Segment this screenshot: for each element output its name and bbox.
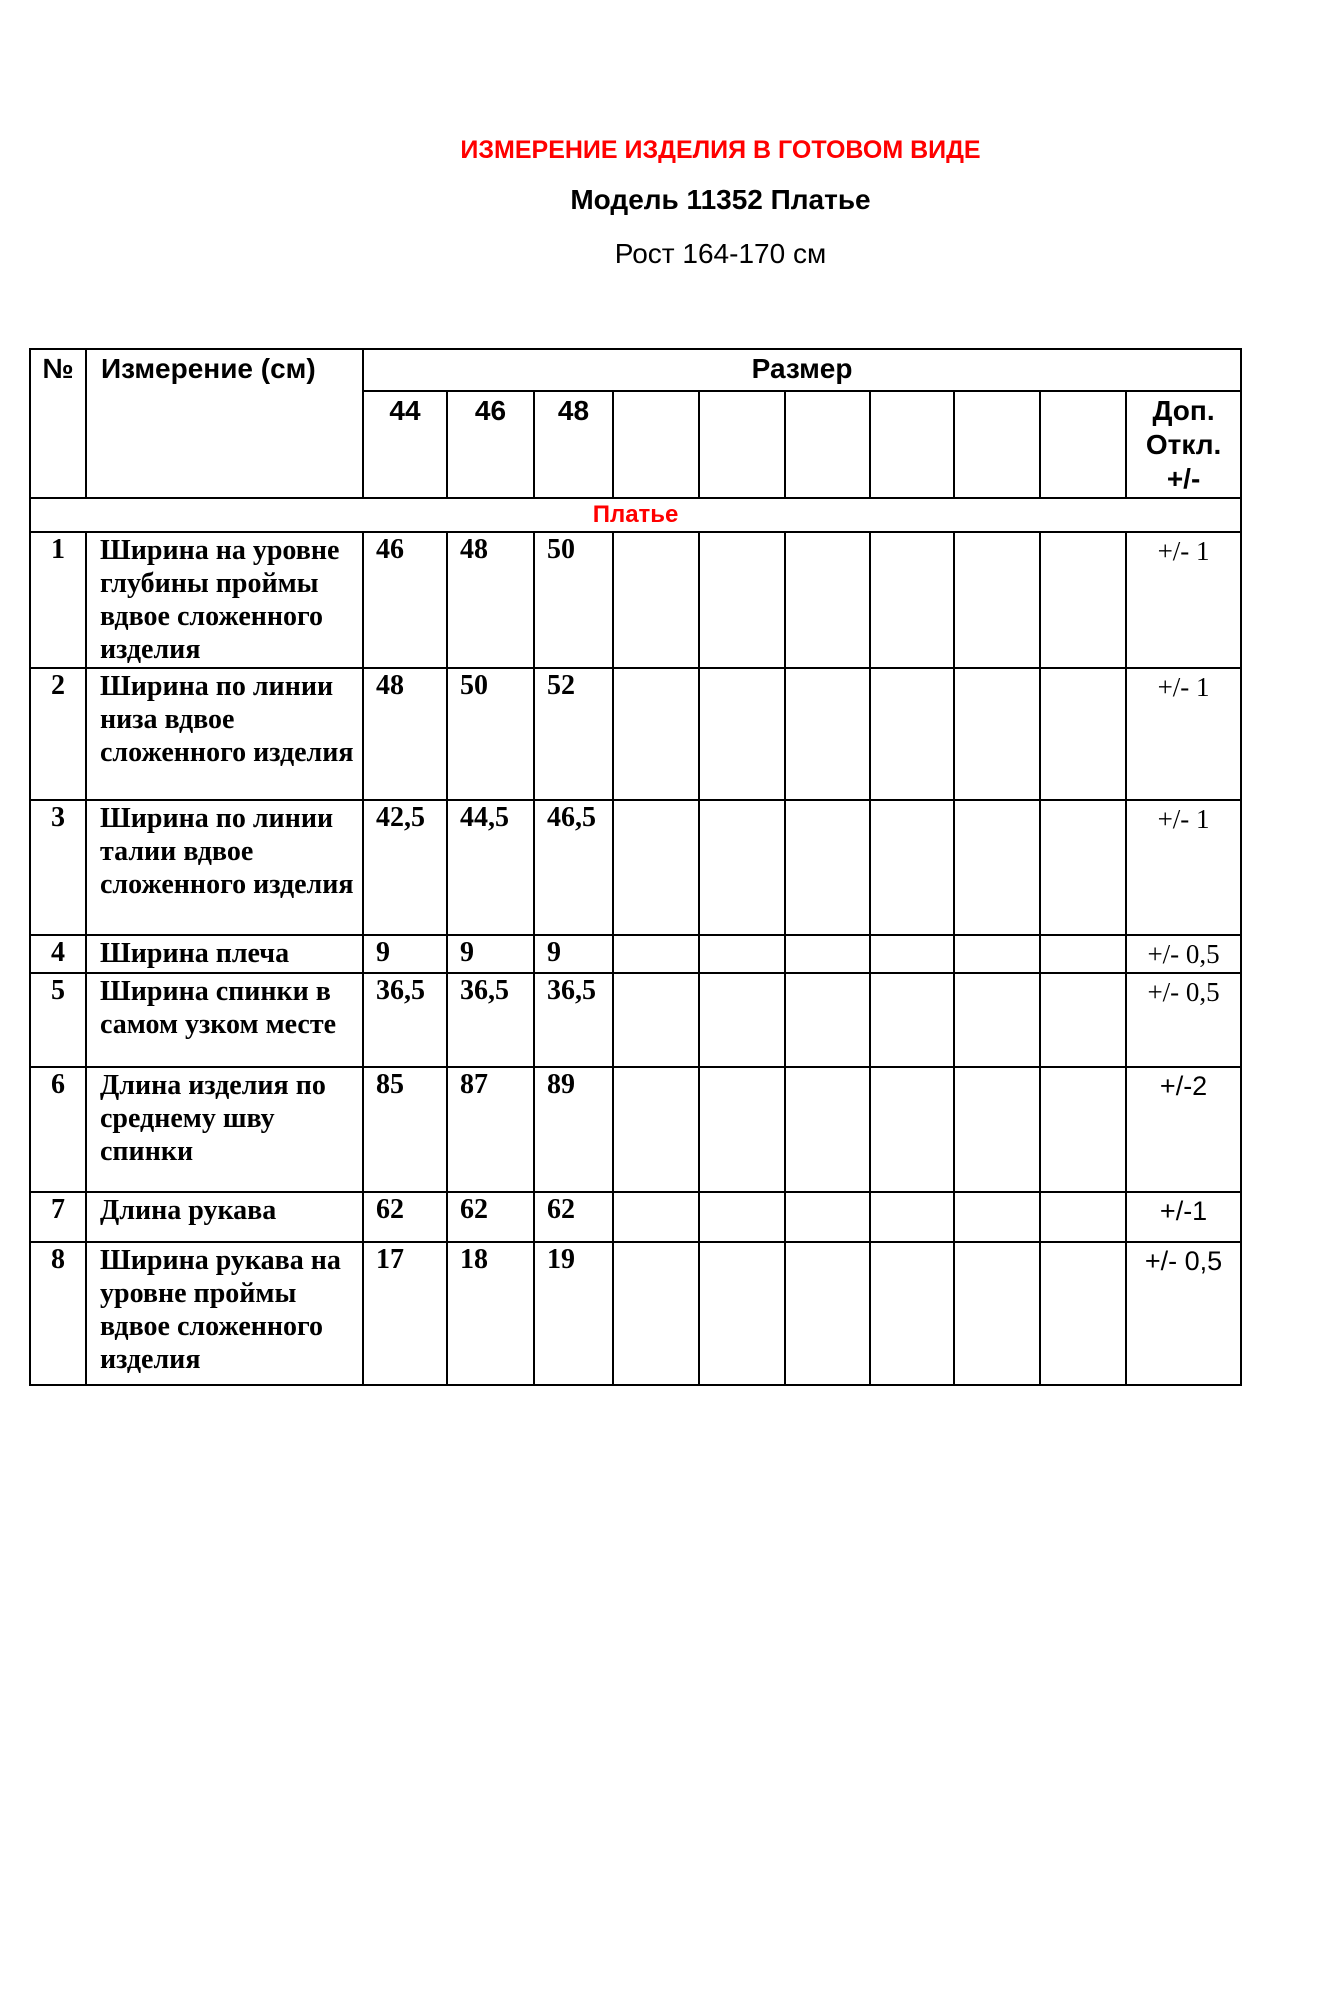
table-row <box>30 668 1241 800</box>
size-value-cell: 36,5 <box>534 973 613 1067</box>
size-value-cell <box>1040 800 1126 935</box>
size-col-header: 44 <box>363 391 447 498</box>
size-value-cell <box>699 668 785 800</box>
table-row <box>30 1242 1241 1385</box>
size-value-cell <box>1040 668 1126 800</box>
size-value-cell <box>785 973 870 1067</box>
size-value-cell <box>1040 935 1126 973</box>
size-value-cell <box>613 973 699 1067</box>
tolerance-header-line: Доп. <box>1152 395 1215 426</box>
page-title: ИЗМЕРЕНИЕ ИЗДЕЛИЯ В ГОТОВОМ ВИДЕ <box>460 136 981 164</box>
row-num-cell: 5 <box>30 973 86 1067</box>
size-value-cell <box>870 1192 954 1242</box>
size-value-cell: 19 <box>534 1242 613 1385</box>
size-value-cell: 46,5 <box>534 800 613 935</box>
row-num-cell: 8 <box>30 1242 86 1385</box>
table-row <box>30 1192 1241 1242</box>
size-value-cell: 87 <box>447 1067 534 1192</box>
measurement-name-cell: Ширина спинки в самом узком месте <box>86 973 363 1067</box>
col-num-header: № <box>30 349 86 498</box>
section-label: Платье <box>30 498 1241 532</box>
size-value-cell: 89 <box>534 1067 613 1192</box>
size-value-cell <box>870 1067 954 1192</box>
table-row <box>30 532 1241 668</box>
size-value-cell: 36,5 <box>447 973 534 1067</box>
size-value-cell <box>954 532 1040 668</box>
size-value-cell <box>699 1067 785 1192</box>
size-col-header <box>1040 391 1126 498</box>
size-value-cell: 48 <box>447 532 534 668</box>
measurements-table <box>29 348 1242 1386</box>
size-col-header <box>870 391 954 498</box>
size-col-header <box>954 391 1040 498</box>
table-row <box>30 800 1241 935</box>
size-col-header: 48 <box>534 391 613 498</box>
size-value-cell: 17 <box>363 1242 447 1385</box>
size-value-cell <box>699 800 785 935</box>
tolerance-cell: +/- 0,5 <box>1126 935 1241 973</box>
size-col-header <box>699 391 785 498</box>
size-value-cell: 62 <box>363 1192 447 1242</box>
size-value-cell <box>785 1067 870 1192</box>
size-value-cell <box>954 1192 1040 1242</box>
size-col-header: 46 <box>447 391 534 498</box>
table-row <box>30 973 1241 1067</box>
size-value-cell: 44,5 <box>447 800 534 935</box>
height-note: Рост 164-170 см <box>614 238 827 269</box>
size-value-cell <box>954 935 1040 973</box>
tolerance-cell: +/-2 <box>1126 1067 1241 1192</box>
size-col-header <box>785 391 870 498</box>
measurement-name-cell: Длина изделия по среднему шву спинки <box>86 1067 363 1192</box>
size-value-cell: 52 <box>534 668 613 800</box>
size-value-cell <box>1040 1192 1126 1242</box>
size-value-cell: 50 <box>447 668 534 800</box>
size-value-cell <box>870 935 954 973</box>
size-value-cell <box>954 973 1040 1067</box>
size-value-cell: 46 <box>363 532 447 668</box>
size-value-cell <box>785 800 870 935</box>
size-value-cell <box>870 532 954 668</box>
row-num-cell: 2 <box>30 668 86 800</box>
size-value-cell: 9 <box>447 935 534 973</box>
measurement-name-cell: Длина рукава <box>86 1192 363 1242</box>
size-value-cell <box>1040 973 1126 1067</box>
size-value-cell <box>954 800 1040 935</box>
size-value-cell <box>699 1242 785 1385</box>
measurement-name-cell: Ширина на уровне глубины проймы вдвое сложенного изделия <box>86 532 363 668</box>
size-value-cell <box>613 1242 699 1385</box>
size-value-cell: 85 <box>363 1067 447 1192</box>
tolerance-cell: +/- 1 <box>1126 668 1241 800</box>
size-value-cell <box>699 935 785 973</box>
section-row <box>30 498 1241 532</box>
measurement-name-cell: Ширина по линии низа вдвое сложенного изделия <box>86 668 363 800</box>
size-value-cell: 62 <box>534 1192 613 1242</box>
model-subtitle: Модель 11352 Платье <box>570 184 871 215</box>
size-value-cell <box>954 668 1040 800</box>
size-value-cell <box>613 532 699 668</box>
size-value-cell: 9 <box>534 935 613 973</box>
row-num-cell: 7 <box>30 1192 86 1242</box>
size-value-cell: 18 <box>447 1242 534 1385</box>
size-value-cell <box>1040 1067 1126 1192</box>
tolerance-header-line: +/- <box>1166 463 1201 494</box>
row-num-cell: 6 <box>30 1067 86 1192</box>
size-value-cell <box>954 1242 1040 1385</box>
table-row <box>30 935 1241 973</box>
size-value-cell: 42,5 <box>363 800 447 935</box>
size-value-cell <box>699 1192 785 1242</box>
size-value-cell <box>613 935 699 973</box>
tolerance-header <box>1126 391 1241 498</box>
size-value-cell <box>785 668 870 800</box>
row-num-cell: 4 <box>30 935 86 973</box>
size-value-cell <box>870 800 954 935</box>
size-value-cell <box>613 1192 699 1242</box>
tolerance-cell: +/- 0,5 <box>1126 973 1241 1067</box>
size-value-cell <box>613 1067 699 1192</box>
header-row-top <box>30 349 1241 391</box>
measurement-name-cell: Ширина по линии талии вдвое сложенного изделия <box>86 800 363 935</box>
measurement-name-cell: Ширина плеча <box>86 935 363 973</box>
size-value-cell: 48 <box>363 668 447 800</box>
row-num-cell: 1 <box>30 532 86 668</box>
size-col-header <box>613 391 699 498</box>
tolerance-cell: +/- 0,5 <box>1126 1242 1241 1385</box>
size-group-header: Размер <box>363 349 1241 391</box>
size-value-cell: 62 <box>447 1192 534 1242</box>
tolerance-cell: +/- 1 <box>1126 800 1241 935</box>
size-value-cell <box>613 668 699 800</box>
table-row <box>30 1067 1241 1192</box>
size-value-cell: 36,5 <box>363 973 447 1067</box>
size-value-cell <box>699 973 785 1067</box>
size-value-cell <box>785 935 870 973</box>
size-value-cell <box>785 1192 870 1242</box>
size-value-cell <box>870 973 954 1067</box>
tolerance-cell: +/- 1 <box>1126 532 1241 668</box>
size-value-cell <box>1040 532 1126 668</box>
size-value-cell: 9 <box>363 935 447 973</box>
size-value-cell <box>699 532 785 668</box>
tolerance-cell: +/-1 <box>1126 1192 1241 1242</box>
size-value-cell <box>613 800 699 935</box>
row-num-cell: 3 <box>30 800 86 935</box>
size-value-cell <box>785 1242 870 1385</box>
size-value-cell <box>870 668 954 800</box>
size-value-cell <box>1040 1242 1126 1385</box>
col-measurement-header: Измерение (см) <box>86 349 363 498</box>
size-value-cell <box>870 1242 954 1385</box>
size-value-cell: 50 <box>534 532 613 668</box>
size-value-cell <box>954 1067 1040 1192</box>
tolerance-header-line: Откл. <box>1145 429 1222 460</box>
size-value-cell <box>785 532 870 668</box>
measurement-name-cell: Ширина рукава на уровне проймы вдвое сложенного изделия <box>86 1242 363 1385</box>
